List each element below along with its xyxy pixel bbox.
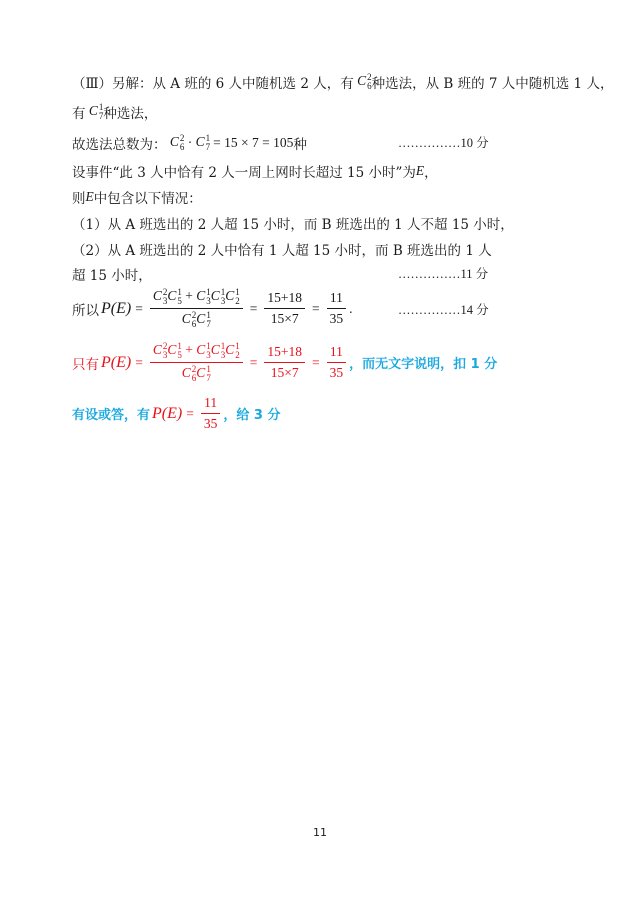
probability-formula: 所以 P(E) = C 2 3 C 1 5 + C 1 3 C 1 3 C 1 2 C 2 6 C 1 7 = $\frac{15+18}{15\times 7}$ = $\frac{11}{35}$ . xyxy=(72,287,353,329)
text: 种 xyxy=(293,137,307,153)
text: （Ⅲ）另解：从 A 班的 6 人中随机选 2 人，有 xyxy=(72,76,354,92)
result-fraction: $\frac{11}{35}$ xyxy=(327,344,347,381)
event-e: E xyxy=(415,163,425,178)
combination-c71: C 1 7 xyxy=(85,102,104,121)
page-number: 11 xyxy=(313,826,327,839)
combination-c62: C 2 6 xyxy=(166,133,185,152)
total-equation: = 15 × 7 = 105 xyxy=(213,135,294,150)
pe-label: P(E) xyxy=(101,299,132,317)
solution-line-6: （1）从 A 班选出的 2 人超 15 小时，而 B 班选出的 1 人不超 15 小时， xyxy=(72,217,514,233)
combination-c71: C 1 7 xyxy=(195,133,211,152)
combination-fraction: C 2 3 C 1 5 + C 1 3 C 1 3 C 1 2 C 2 6 C 1 7 xyxy=(150,288,243,329)
solution-line-5: 则 E 中包含以下情况： xyxy=(72,189,202,207)
text: 有 xyxy=(72,106,86,122)
solution-line-8: 超 15 小时， xyxy=(72,268,152,284)
numeric-fraction: $\frac{15+18}{15\times 7}$ xyxy=(264,290,305,327)
event-e: E xyxy=(85,189,94,204)
text: 种选法，从 B 班的 7 人中随机选 1 人， xyxy=(371,76,614,92)
solution-line-1 xyxy=(72,72,613,92)
solution-line-2 xyxy=(72,102,157,122)
solution-line-4: 设事件“此 3 人中恰有 2 人一周上网时长超过 15 小时”为 E ， xyxy=(72,163,438,181)
text: 故选法总数为： xyxy=(72,137,167,153)
grading-note-1: 只有 P(E) = C 2 3 C 1 5 + C 1 3 C 1 3 C 1 2 C 2 6 C 1 7 = $\frac{15+18}{15\times 7}$ = $\frac{11}{35}$ ，而无文字说明，扣 1 分 xyxy=(72,341,498,383)
grading-note-2: 有设或答，有 P(E) = $\frac{11}{35}$ ，给 3 分 xyxy=(72,395,281,431)
solution-line-7: （2）从 A 班选出的 2 人中恰有 1 人超 15 小时，而 B 班选出的 1 人 xyxy=(72,243,492,259)
score-14: ……………14 分 xyxy=(398,303,489,317)
score-11: ……………11 分 xyxy=(398,267,489,281)
combination-fraction: C 2 3 C 1 5 + C 1 3 C 1 3 C 1 2 C 2 6 C 1 7 xyxy=(150,342,243,383)
text: 设事件“此 3 人中恰有 2 人一周上网时长超过 15 小时”为 xyxy=(72,165,416,181)
award-note: ，给 3 分 xyxy=(223,408,281,423)
score-10: ……………10 分 xyxy=(398,136,489,150)
numeric-fraction: $\frac{15+18}{15\times 7}$ xyxy=(264,344,305,381)
solution-line-3: 故选法总数为： C 2 6 · C 1 7 = 15 × 7 = 105 种 xyxy=(72,133,307,153)
text: 种选法， xyxy=(103,106,158,122)
combination-c62: C 2 6 xyxy=(353,72,372,91)
result-fraction: $\frac{11}{35}$ xyxy=(327,290,347,327)
deduction-note: ，而无文字说明，扣 1 分 xyxy=(349,357,498,372)
result-fraction: $\frac{11}{35}$ xyxy=(201,395,221,432)
